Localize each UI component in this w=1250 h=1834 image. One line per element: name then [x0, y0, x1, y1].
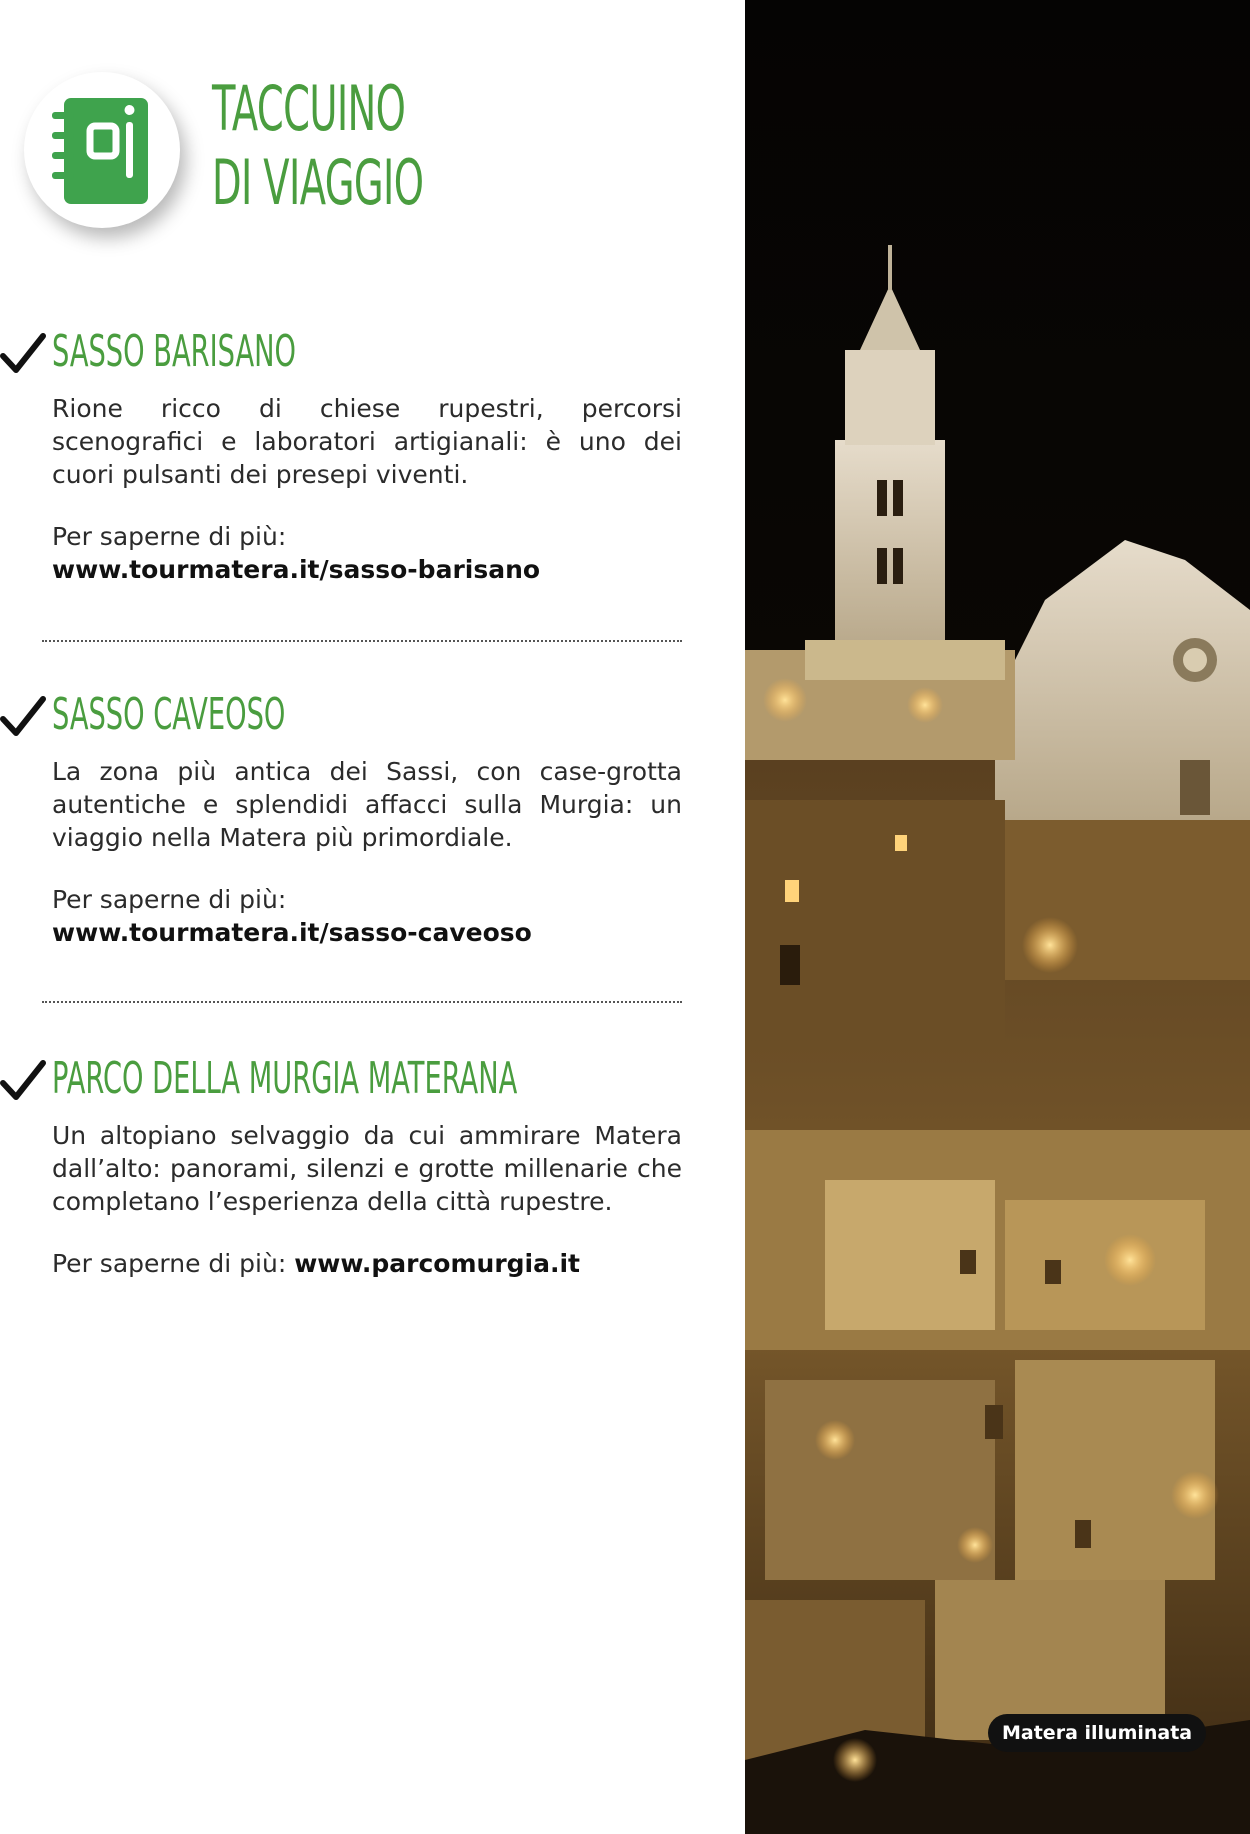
title-line-1: TACCUINO	[212, 72, 406, 145]
section-sasso-barisano	[0, 320, 690, 600]
page-title	[212, 72, 423, 220]
matera-night-photo	[745, 0, 1250, 1834]
more-label: Per saperne di più:	[52, 885, 287, 914]
more-link[interactable]: www.tourmatera.it/sasso-caveoso	[52, 918, 532, 947]
section-sasso-caveoso	[0, 683, 690, 963]
photo-caption: Matera illuminata	[988, 1714, 1206, 1752]
more-info	[52, 883, 532, 949]
divider	[42, 640, 682, 642]
section-title: PARCO DELLA MURGIA MATERANA	[52, 1053, 518, 1104]
checkmark-icon	[0, 1057, 46, 1103]
section-description: La zona più antica dei Sassi, con case-grotta autentiche e splendidi affacci sulla Murgia: un viaggio nella Matera più primordiale.	[52, 757, 682, 852]
checkmark-icon	[0, 693, 46, 739]
section-parco-murgia	[0, 1047, 690, 1307]
section-description: Rione ricco di chiese rupestri, percorsi scenografici e laboratori artigianali: è uno dei cuori pulsanti dei presepi viventi.	[52, 394, 682, 489]
notebook-badge	[24, 72, 180, 228]
more-info	[52, 1247, 580, 1280]
more-label: Per saperne di più:	[52, 522, 287, 551]
more-info	[52, 520, 540, 586]
notebook-icon	[50, 92, 154, 210]
title-line-2: DI VIAGGIO	[212, 146, 424, 219]
section-description: Un altopiano selvaggio da cui ammirare Matera dall’alto: panorami, silenzi e grotte millenarie che completano l’esperienza della città rupestre.	[52, 1121, 682, 1216]
section-title: SASSO BARISANO	[52, 326, 297, 377]
more-label: Per saperne di più:	[52, 1249, 287, 1278]
divider	[42, 1001, 682, 1003]
section-title: SASSO CAVEOSO	[52, 689, 286, 740]
checkmark-icon	[0, 330, 46, 376]
more-link[interactable]: www.tourmatera.it/sasso-barisano	[52, 555, 541, 584]
more-link[interactable]: www.parcomurgia.it	[294, 1249, 581, 1278]
